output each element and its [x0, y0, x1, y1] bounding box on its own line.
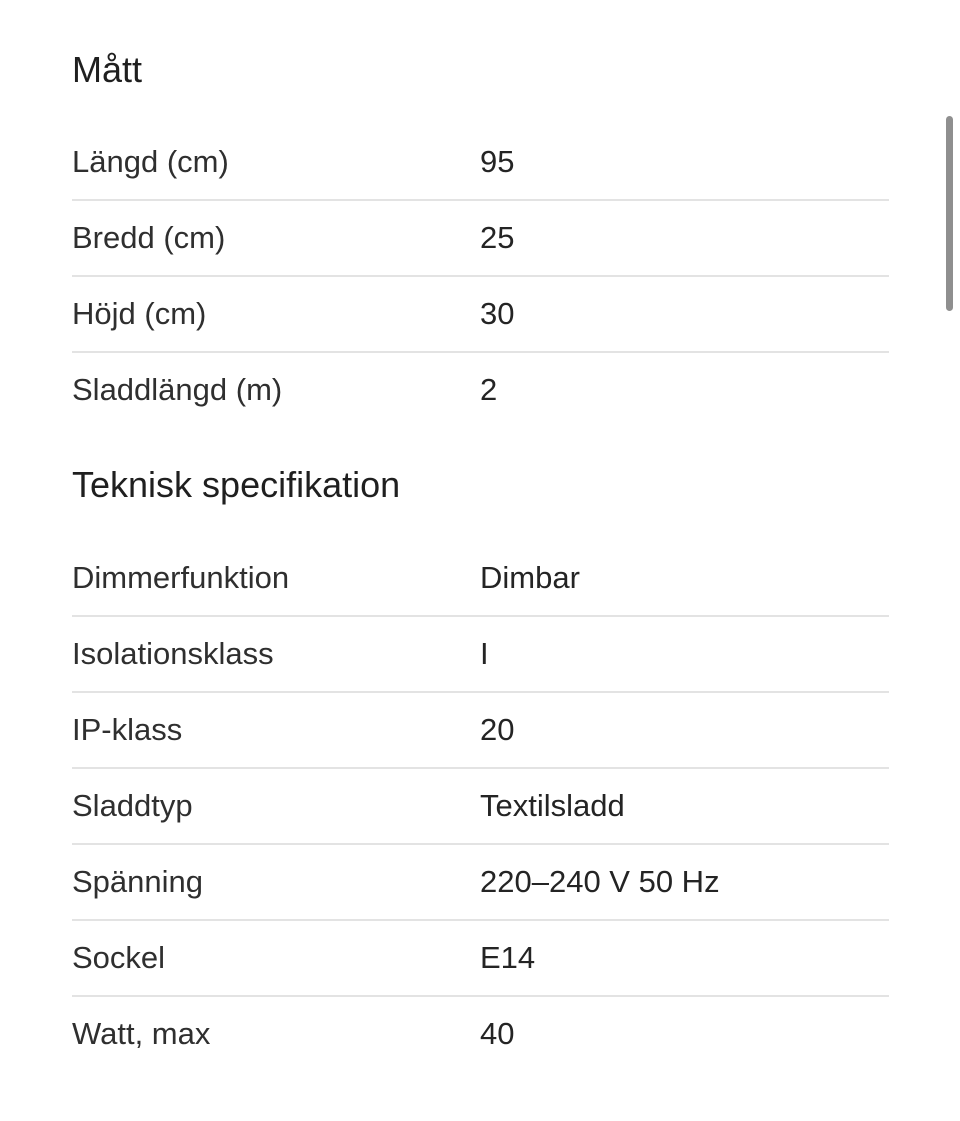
spec-label: Spänning: [72, 864, 204, 899]
spec-label: Höjd (cm): [72, 296, 207, 331]
spec-value: 30: [480, 296, 515, 331]
spec-value: E14: [480, 940, 536, 975]
spec-label: Längd (cm): [72, 144, 229, 179]
spec-label: Sladdlängd (m): [72, 372, 283, 407]
spec-label: Watt, max: [72, 1016, 211, 1051]
spec-row-ip-class: [72, 692, 889, 768]
spec-row-max-watt: [72, 996, 889, 1072]
spec-label: IP-klass: [72, 712, 183, 747]
spec-value: 95: [480, 144, 515, 179]
spec-row-voltage: [72, 844, 889, 920]
spec-row-insulation-class: [72, 616, 889, 692]
spec-value: Textilsladd: [480, 788, 625, 823]
spec-value: 40: [480, 1016, 515, 1051]
spec-label: Bredd (cm): [72, 220, 226, 255]
spec-label: Sockel: [72, 940, 166, 975]
spec-value: 220–240 V 50 Hz: [480, 864, 720, 899]
spec-row-dimmer-function: [72, 540, 889, 616]
spec-value: 20: [480, 712, 515, 747]
section-title-technical-specification: Teknisk specifikation: [72, 464, 401, 505]
spec-value: 2: [480, 372, 498, 407]
spec-row-cord-length: [72, 352, 889, 428]
spec-label: Sladdtyp: [72, 788, 193, 823]
spec-row-width: [72, 200, 889, 276]
section-title-dimensions: Mått: [72, 49, 143, 90]
vertical-scrollbar[interactable]: [946, 116, 953, 311]
spec-row-height: [72, 276, 889, 352]
spec-value: Dimbar: [480, 560, 580, 595]
spec-row-socket: [72, 920, 889, 996]
spec-label: Dimmerfunktion: [72, 560, 290, 595]
spec-value: I: [480, 636, 489, 671]
spec-row-length: [72, 124, 889, 200]
spec-label: Isolationsklass: [72, 636, 274, 671]
spec-value: 25: [480, 220, 515, 255]
spec-row-cord-type: [72, 768, 889, 844]
